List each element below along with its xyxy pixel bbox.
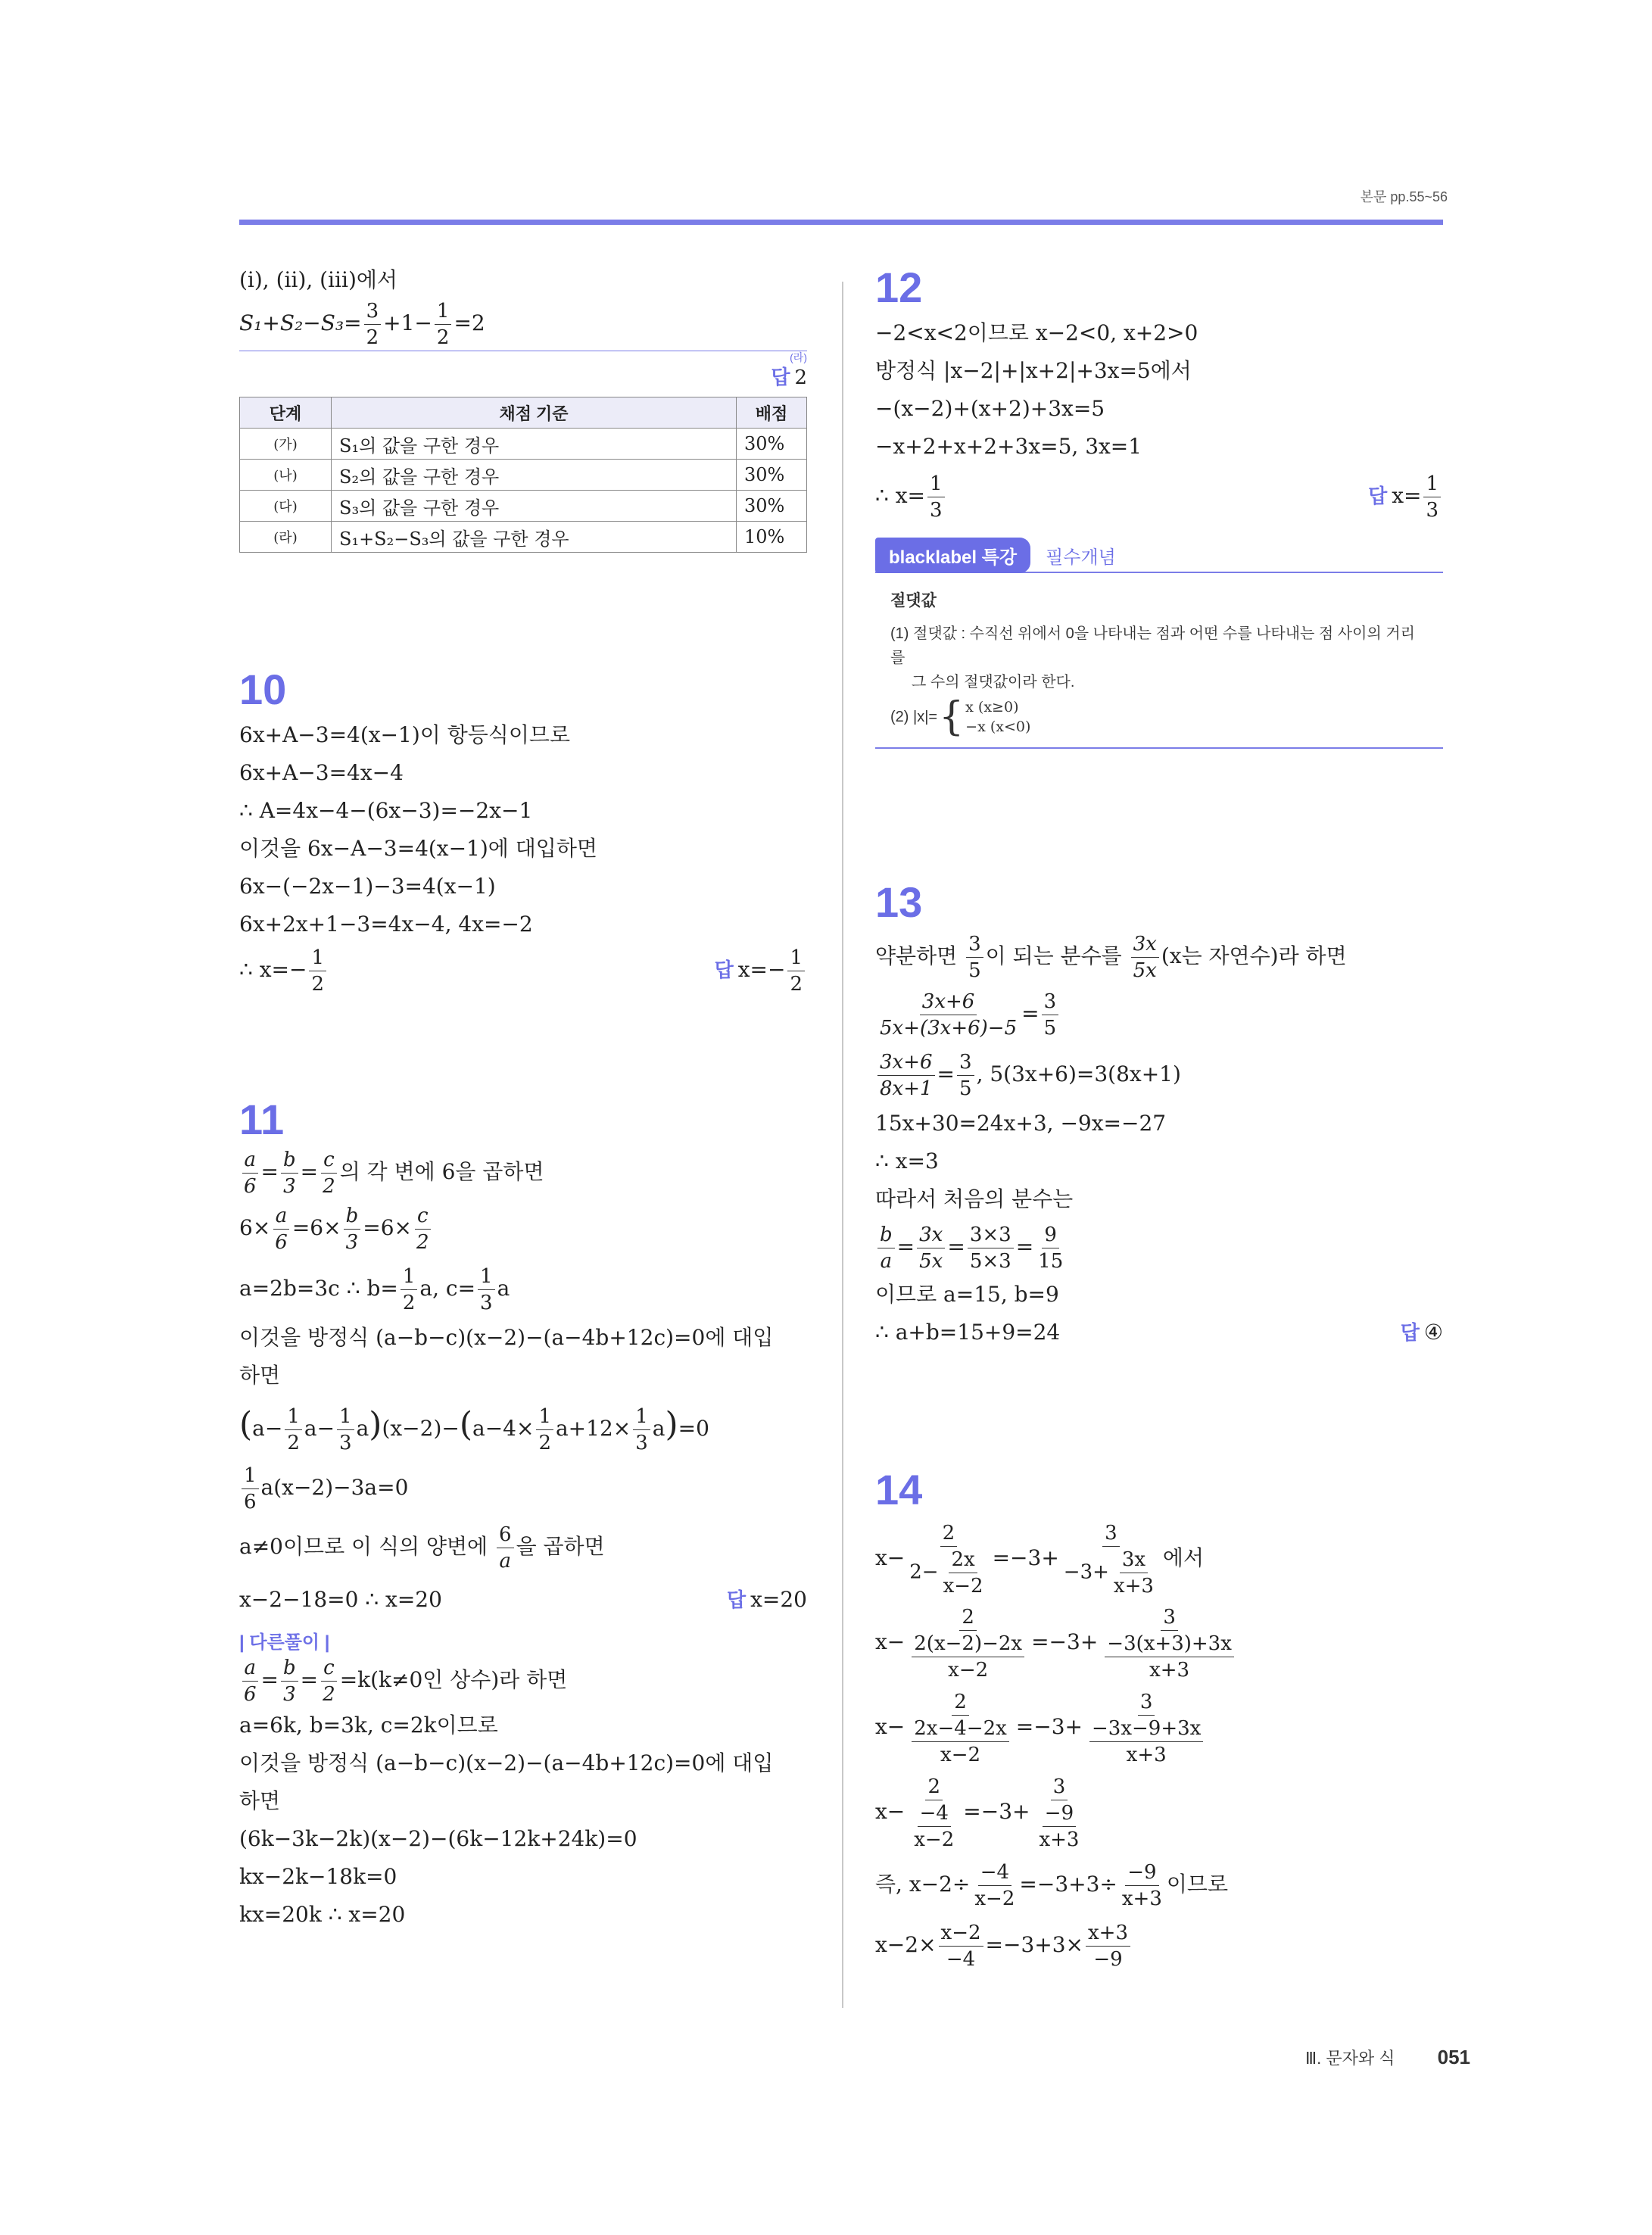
section-number-13: 13 bbox=[875, 878, 923, 926]
s10-line: 이것을 6x−A−3=4(x−1)에 대입하면 bbox=[239, 836, 597, 861]
s11-alt-line: a=6k, b=3k, c=2k이므로 bbox=[239, 1713, 498, 1738]
column-divider bbox=[842, 282, 843, 2008]
th-step: 단계 bbox=[240, 397, 332, 429]
right-column bbox=[875, 261, 1443, 1975]
th-points: 배점 bbox=[737, 397, 807, 429]
chapter-title: Ⅲ. 문자와 식 bbox=[1304, 2049, 1395, 2068]
s11-line5: 하면 bbox=[239, 1363, 281, 1388]
concept-pill: blacklabel 특강 bbox=[875, 538, 1030, 573]
s10-final-row bbox=[239, 943, 807, 996]
cell-step: (나) bbox=[240, 460, 332, 491]
s13-answer: ④ bbox=[1423, 1320, 1443, 1345]
s9-line1: (ⅰ), (ⅱ), (ⅲ)에서 bbox=[239, 267, 397, 292]
cell-criterion: S₁+S₂−S₃의 값을 구한 경우 bbox=[332, 522, 737, 553]
s13-line7: $\frac{b}{a}$ = $\frac{3x}{5x}$ = $\frac{3\times 3}{5\times 3}$ = $\frac{9}{15}$ bbox=[875, 1218, 1443, 1276]
s11-line9: x−2−18=0 ∴ x=20 답 x=20 bbox=[239, 1587, 807, 1612]
s14-line5: 즉, x−2÷ $\frac{-4}{x-2}$ =−3+3÷ $\frac{-9}{x+3}$ 이므로 bbox=[875, 1861, 1229, 1910]
section-number-10: 10 bbox=[239, 666, 287, 713]
s11-line1: $\frac{a}{6}$ = $\frac{b}{3}$ = $\frac{c}{2}$ 의 각 변에 6을 곱하면 bbox=[239, 1146, 807, 1198]
s11-alt-line: (6k−3k−2k)(x−2)−(6k−12k+24k)=0 bbox=[239, 1826, 637, 1851]
s12-final-row bbox=[875, 466, 1443, 526]
alternative-solution-label: | 다른풀이 | bbox=[239, 1632, 330, 1653]
cell-points: 30% bbox=[737, 460, 807, 491]
left-column bbox=[239, 261, 807, 1934]
s13-line2: $\frac{3x+6}{5x+(3x+6)-5}$ = $\frac{3}{5}$ bbox=[875, 983, 1443, 1044]
cell-points: 30% bbox=[737, 491, 807, 522]
s11-answer: x=20 bbox=[750, 1587, 807, 1612]
cell-points: 10% bbox=[737, 522, 807, 553]
page-number: 051 bbox=[1437, 2046, 1470, 2068]
concept-item2: (2) |x|= { x (x≥0) −x (x<0) bbox=[890, 694, 1031, 740]
page-footer bbox=[1305, 2046, 1470, 2069]
s14-line3: x− $\frac{2}{\frac{2x-4-2x}{x-2}}$ =−3+ $\frac{3}{\frac{-3x-9+3x}{x+3}}$ bbox=[875, 1685, 1443, 1769]
s10-line: 6x+A−3=4x−4 bbox=[239, 760, 404, 785]
s9-answer-row bbox=[239, 351, 807, 389]
s13-line3: $\frac{3x+6}{8x+1}$ = $\frac{3}{5}$ , 5(3x+6)=3(8x+1) bbox=[875, 1044, 1443, 1105]
s11-line4: 이것을 방정식 (a−b−c)(x−2)−(a−4b+12c)=0에 대입 bbox=[239, 1325, 774, 1350]
answer-label: 답 bbox=[726, 1588, 747, 1611]
s10-line: 6x+2x+1−3=4x−4, 4x=−2 bbox=[239, 912, 533, 937]
s11-alt-line: 이것을 방정식 (a−b−c)(x−2)−(a−4b+12c)=0에 대입 bbox=[239, 1750, 774, 1775]
table-row bbox=[240, 460, 807, 491]
s10-answer: 답 x=− $\frac{1}{2}$ bbox=[715, 943, 807, 996]
s10-final: ∴ x=− $\frac{1}{2}$ bbox=[239, 943, 329, 996]
grading-table bbox=[239, 397, 807, 553]
concept-header bbox=[875, 538, 1443, 573]
section-number-14: 14 bbox=[875, 1466, 923, 1513]
s9-answer: 2 bbox=[794, 366, 807, 389]
table-row bbox=[240, 522, 807, 553]
concept-case1: x (x≥0) bbox=[965, 699, 1019, 715]
concept-subtitle: 필수개념 bbox=[1046, 547, 1116, 568]
s11-line7: $\frac{1}{6}$ a(x−2)−3a=0 bbox=[239, 1459, 807, 1516]
section-number-12: 12 bbox=[875, 263, 923, 311]
s12-line: −2<x<2이므로 x−2<0, x+2>0 bbox=[875, 320, 1198, 345]
s12-final: ∴ x= $\frac{1}{3}$ bbox=[875, 466, 947, 526]
s13-line6: 따라서 처음의 분수는 bbox=[875, 1186, 1074, 1211]
s10-line: ∴ A=4x−4−(6x−3)=−2x−1 bbox=[239, 798, 533, 823]
table-row bbox=[240, 429, 807, 460]
s13-line4: 15x+30=24x+3, −9x=−27 bbox=[875, 1111, 1167, 1136]
cell-criterion: S₃의 값을 구한 경우 bbox=[332, 491, 737, 522]
s12-line: −x+2+x+2+3x=5, 3x=1 bbox=[875, 434, 1142, 459]
cell-criterion: S₂의 값을 구한 경우 bbox=[332, 460, 737, 491]
s13-line9: ∴ a+b=15+9=24 답 ④ bbox=[875, 1320, 1443, 1345]
concept-item1-cont: 그 수의 절댓값이라 한다. bbox=[912, 674, 1075, 690]
s10-line: 6x−(−2x−1)−3=4(x−1) bbox=[239, 874, 496, 899]
cell-step: (라) bbox=[240, 522, 332, 553]
concept-box bbox=[875, 538, 1443, 749]
s14-line1: x− 2 2− $\frac{2x}{x-2}$ =−3+ 3 −3+ $\frac{3x}{x+3}$ 에서 bbox=[875, 1521, 1205, 1598]
cell-criterion: S₁의 값을 구한 경우 bbox=[332, 429, 737, 460]
answer-label: 답 bbox=[1400, 1321, 1420, 1344]
s9-step-marker: (라) bbox=[790, 351, 807, 363]
section-number-11: 11 bbox=[239, 1096, 285, 1143]
s13-line5: ∴ x=3 bbox=[875, 1149, 939, 1174]
s11-line8: a≠0이므로 이 식의 양변에 $\frac{6}{a}$ 을 곱하면 bbox=[239, 1523, 605, 1573]
s11-line2: 6× $\frac{a}{6}$ =6× $\frac{b}{3}$ =6× $\frac{c}{2}$ bbox=[239, 1205, 429, 1254]
th-criterion: 채점 기준 bbox=[332, 397, 737, 429]
answer-label: 답 bbox=[771, 366, 790, 388]
s11-alt-line1: $\frac{a}{6}$ = $\frac{b}{3}$ = $\frac{c}{2}$ =k(k≠0인 상수)라 하면 bbox=[239, 1654, 807, 1707]
concept-title: 절댓값 bbox=[890, 592, 937, 609]
page-reference: 본문 pp.55~56 bbox=[1360, 189, 1448, 204]
s11-line3: a=2b=3c ∴ b= $\frac{1}{2}$ a, c= $\frac{1}{3}$ a bbox=[239, 1265, 510, 1314]
s14-line2: x− $\frac{2}{\frac{2(x-2)-2x}{x-2}}$ =−3+ $\frac{3}{\frac{-3(x+3)+3x}{x+3}}$ bbox=[875, 1600, 1443, 1685]
s12-answer: 답 x= $\frac{1}{3}$ bbox=[1368, 466, 1443, 526]
s13-line8: 이므로 a=15, b=9 bbox=[875, 1282, 1059, 1307]
cell-step: (다) bbox=[240, 491, 332, 522]
cell-step: (가) bbox=[240, 429, 332, 460]
s11-alt-line: kx−2k−18k=0 bbox=[239, 1864, 397, 1889]
table-row bbox=[240, 491, 807, 522]
concept-case2: −x (x<0) bbox=[965, 719, 1031, 735]
s11-line6: (a− $\frac{1}{2}$ a− $\frac{1}{3}$ a)(x−2)−(a−4× $\frac{1}{2}$ a+12× $\frac{1}{3}$ a)=0 bbox=[239, 1405, 709, 1454]
header-rule bbox=[239, 220, 1443, 225]
s10-line: 6x+A−3=4(x−1)이 항등식이므로 bbox=[239, 722, 570, 747]
s12-line: 방정식 |x−2|+|x+2|+3x=5에서 bbox=[875, 358, 1192, 383]
s12-line: −(x−2)+(x+2)+3x=5 bbox=[875, 396, 1105, 421]
s11-alt-line: 하면 bbox=[239, 1788, 281, 1813]
s14-line6: x−2× $\frac{x-2}{-4}$ =−3+3× $\frac{x+3}{-9}$ bbox=[875, 1915, 1443, 1975]
s9-expression: S₁+S₂−S₃= $\frac{3}{2}$ +1− $\frac{1}{2}$ =2 bbox=[239, 300, 485, 349]
s13-line1: 약분하면 $\frac{3}{5}$ 이 되는 분수를 $\frac{3x}{5x}$ (x는 자연수)라 하면 bbox=[875, 933, 1347, 982]
concept-item1: (1) 절댓값 : 수직선 위에서 0을 나타내는 점과 어떤 수를 나타내는 점 사이의 거리를 bbox=[890, 625, 1415, 666]
cell-points: 30% bbox=[737, 429, 807, 460]
s11-alt-line: kx=20k ∴ x=20 bbox=[239, 1902, 406, 1927]
concept-body bbox=[875, 573, 1443, 749]
s14-line4: x− $\frac{2}{\frac{-4}{x-2}}$ =−3+ $\frac{3}{\frac{-9}{x+3}}$ bbox=[875, 1775, 1080, 1851]
